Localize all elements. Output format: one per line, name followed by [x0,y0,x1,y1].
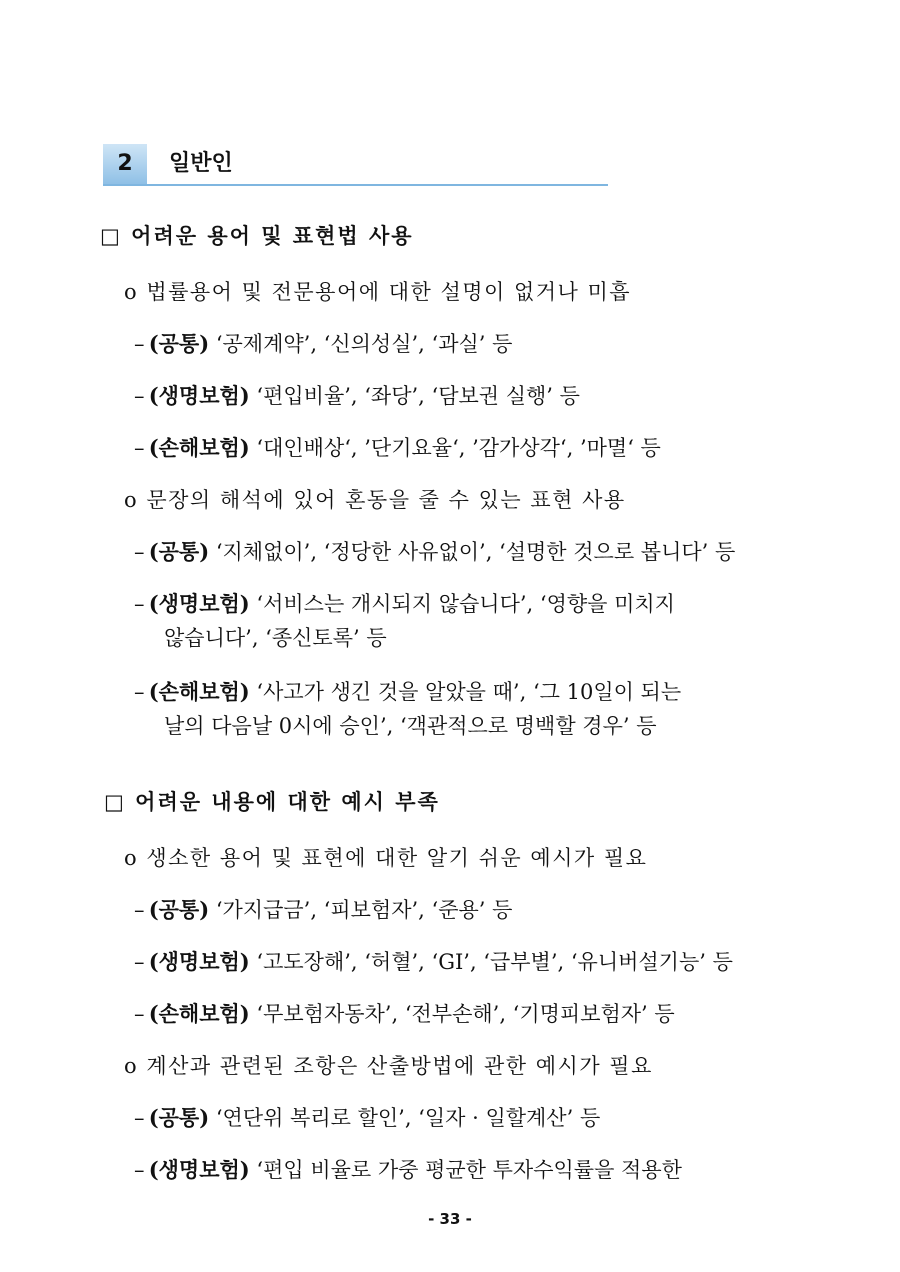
category-label: (공통) [148,897,210,922]
category-label: (공통) [148,1105,210,1130]
heading-lack-of-examples: □ 어려운 내용에 대한 예시 부족 [104,790,440,814]
list-item: – (생명보험) ‘편입 비율로 가중 평균한 투자수익률을 적용한 [134,1157,682,1182]
item-text: ‘지체없이’, ‘정당한 사유없이’, ‘설명한 것으로 봅니다’ 등 [209,540,736,564]
section-title: 일반인 [169,151,233,176]
list-item: – (생명보험) ‘고도장해’, ‘허혈’, ‘GI’, ‘급부별’, ‘유니버설기능’ 등 [134,949,733,974]
category-label: (생명보험) [148,591,250,616]
item-text-continued: 않습니다’, ‘종신토록’ 등 [164,626,387,650]
item-text: ‘가지급금’, ‘피보험자’, ‘준용’ 등 [209,898,513,922]
section-header [103,144,608,188]
category-label: (공통) [148,539,210,564]
category-label: (공통) [148,331,210,356]
list-item: – (생명보험) ‘서비스는 개시되지 않습니다’, ‘영향을 미치지 [134,591,675,616]
category-label: (손해보험) [148,435,250,460]
item-text: ‘대인배상‘, ’단기요율‘, ’감가상각‘, ’마멸‘ 등 [249,436,661,460]
list-item: – (손해보험) ‘대인배상‘, ’단기요율‘, ’감가상각‘, ’마멸‘ 등 [134,435,661,460]
list-item: – (손해보험) ‘사고가 생긴 것을 알았을 때’, ‘그 10일이 되는 [134,679,682,704]
category-label: (손해보험) [148,1001,250,1026]
item-text: ‘무보험자동차’, ‘전부손해’, ‘기명피보험자’ 등 [249,1002,675,1026]
item-text-continued: 날의 다음날 0시에 승인’, ‘객관적으로 명백할 경우’ 등 [164,714,657,738]
paragraph-confusing-expressions: o 문장의 해석에 있어 혼동을 줄 수 있는 표현 사용 [124,488,626,512]
item-text: ‘공제계약’, ‘신의성실’, ‘과실’ 등 [209,332,513,356]
section-number: 2 [103,144,147,184]
paragraph-calculation-examples: o 계산과 관련된 조항은 산출방법에 관한 예시가 필요 [124,1054,653,1078]
section-divider [103,184,608,186]
item-text: ‘편입 비율로 가중 평균한 투자수익률을 적용한 [249,1158,682,1182]
paragraph-legal-terms: o 법률용어 및 전문용어에 대한 설명이 없거나 미흡 [124,280,632,304]
page-number: - 33 - [428,1210,472,1228]
heading-difficult-terms: □ 어려운 용어 및 표현법 사용 [100,224,414,248]
list-item: – (공통) ‘공제계약’, ‘신의성실’, ‘과실’ 등 [134,331,513,356]
list-item: – (공통) ‘지체없이’, ‘정당한 사유없이’, ‘설명한 것으로 봅니다’ 등 [134,539,736,564]
category-label: (손해보험) [148,679,250,704]
category-label: (생명보험) [148,1157,250,1182]
list-item: – (공통) ‘연단위 복리로 할인’, ‘일자 · 일할계산’ 등 [134,1105,601,1130]
category-label: (생명보험) [148,383,250,408]
list-item: – (공통) ‘가지급금’, ‘피보험자’, ‘준용’ 등 [134,897,513,922]
item-text: ‘편입비율’, ‘좌당’, ‘담보권 실행’ 등 [249,384,580,408]
category-label: (생명보험) [148,949,250,974]
list-item: – (손해보험) ‘무보험자동차’, ‘전부손해’, ‘기명피보험자’ 등 [134,1001,675,1026]
item-text: ‘연단위 복리로 할인’, ‘일자 · 일할계산’ 등 [209,1106,601,1130]
item-text: ‘사고가 생긴 것을 알았을 때’, ‘그 10일이 되는 [249,680,682,704]
list-item: – (생명보험) ‘편입비율’, ‘좌당’, ‘담보권 실행’ 등 [134,383,580,408]
item-text: ‘서비스는 개시되지 않습니다’, ‘영향을 미치지 [249,592,675,616]
item-text: ‘고도장해’, ‘허혈’, ‘GI’, ‘급부별’, ‘유니버설기능’ 등 [249,950,733,974]
paragraph-unfamiliar-terms: o 생소한 용어 및 표현에 대한 알기 쉬운 예시가 필요 [124,846,648,870]
